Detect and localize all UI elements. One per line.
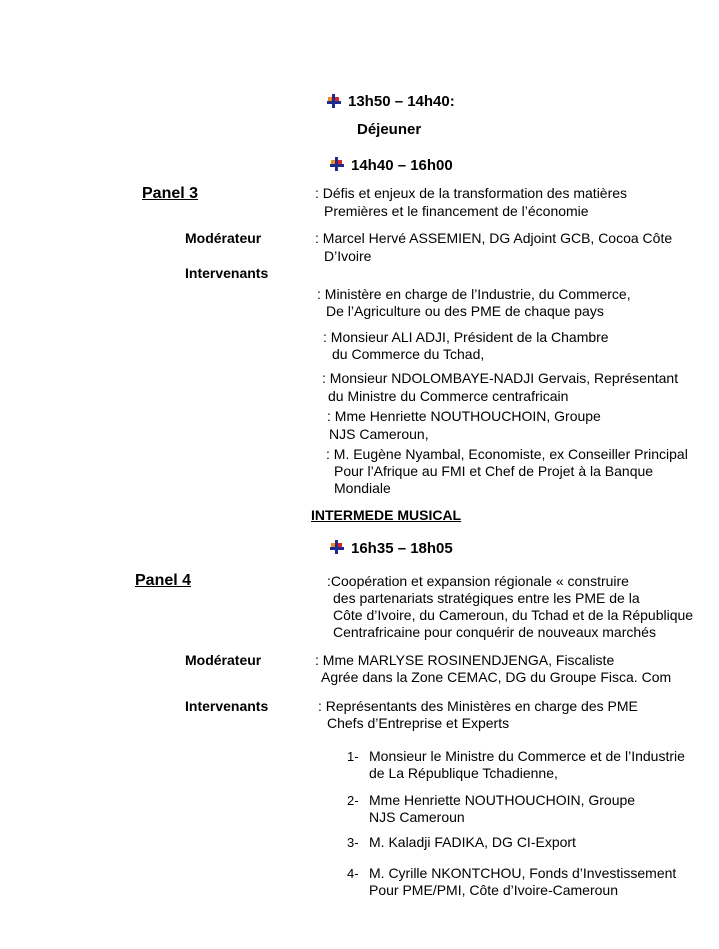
- slot3-time: 16h35 – 18h05: [351, 540, 453, 557]
- panel3-moderator: D’Ivoire: [324, 248, 372, 264]
- panel3-speaker: Pour l’Afrique au FMI et Chef de Projet à la Banque: [334, 463, 654, 479]
- cross-bullet-icon: [330, 157, 344, 171]
- list-item: Pour PME/PMI, Côte d’Ivoire-Cameroun: [369, 882, 618, 898]
- panel3-speaker: : Monsieur ALI ADJI, Président de la Chambre: [323, 329, 609, 345]
- slot1-time: 13h50 – 14h40:: [348, 93, 455, 110]
- panel3-speaker: De l’Agriculture ou des PME de chaque pays: [326, 303, 604, 319]
- panel4-speakers-intro: : Représentants des Ministères en charge des PME: [318, 698, 638, 714]
- list-item: de La République Tchadienne,: [369, 765, 558, 781]
- panel3-speaker: : Monsieur NDOLOMBAYE-NADJI Gervais, Représentant: [322, 370, 679, 386]
- list-number: 1-: [347, 749, 359, 764]
- list-number: 2-: [347, 793, 359, 808]
- list-item: Monsieur le Ministre du Commerce et de l’Industrie: [369, 748, 685, 764]
- panel3-speaker: : Ministère en charge de l’Industrie, du Commerce,: [317, 286, 631, 302]
- panel3-speaker: : Mme Henriette NOUTHOUCHOIN, Groupe: [327, 408, 601, 424]
- slot1-title: Déjeuner: [357, 121, 422, 138]
- panel3-topic: Premières et le financement de l’économie: [324, 203, 589, 219]
- panel4-topic: Centrafricaine pour conquérir de nouveaux marchés: [333, 624, 656, 640]
- panel3-speaker: NJS Cameroun,: [329, 426, 429, 442]
- intermede-heading: INTERMEDE MUSICAL: [311, 507, 462, 523]
- panel3-moderator-label: Modérateur: [185, 230, 262, 246]
- panel4-moderator-label: Modérateur: [185, 652, 262, 668]
- list-number: 4-: [347, 866, 359, 881]
- list-item: NJS Cameroun: [369, 809, 465, 825]
- panel3-speakers-label: Intervenants: [185, 265, 269, 281]
- cross-bullet-icon: [330, 540, 344, 554]
- panel3-moderator: : Marcel Hervé ASSEMIEN, DG Adjoint GCB, Cocoa Côte: [315, 230, 673, 246]
- panel3-label: Panel 3: [142, 185, 199, 202]
- list-item: M. Kaladji FADIKA, DG CI-Export: [369, 834, 576, 850]
- list-number: 3-: [347, 835, 359, 850]
- panel4-topic: des partenariats stratégiques entre les PME de la: [333, 590, 640, 606]
- cross-bullet-icon: [327, 94, 341, 108]
- list-item: M. Cyrille NKONTCHOU, Fonds d’Investissement: [369, 865, 677, 881]
- panel3-topic: : Défis et enjeux de la transformation des matières: [315, 185, 628, 201]
- list-item: Mme Henriette NOUTHOUCHOIN, Groupe: [369, 792, 636, 808]
- panel3-speaker: Mondiale: [334, 480, 391, 496]
- panel4-speakers-label: Intervenants: [185, 698, 269, 714]
- panel4-speakers-intro: Chefs d’Entreprise et Experts: [327, 715, 510, 731]
- panel3-speaker: : M. Eugène Nyambal, Economiste, ex Conseiller Principal: [326, 446, 688, 462]
- panel4-moderator: : Mme MARLYSE ROSINENDJENGA, Fiscaliste: [315, 652, 615, 668]
- panel3-speaker: du Commerce du Tchad,: [332, 346, 485, 362]
- panel4-label: Panel 4: [135, 572, 192, 589]
- panel3-speaker: du Ministre du Commerce centrafricain: [328, 388, 569, 404]
- panel4-topic: Côte d’Ivoire, du Cameroun, du Tchad et de la République: [333, 607, 694, 623]
- slot2-time: 14h40 – 16h00: [351, 157, 453, 174]
- panel4-moderator: Agrée dans la Zone CEMAC, DG du Groupe Fisca. Com: [321, 669, 672, 685]
- panel4-topic: :Coopération et expansion régionale « construire: [327, 573, 629, 589]
